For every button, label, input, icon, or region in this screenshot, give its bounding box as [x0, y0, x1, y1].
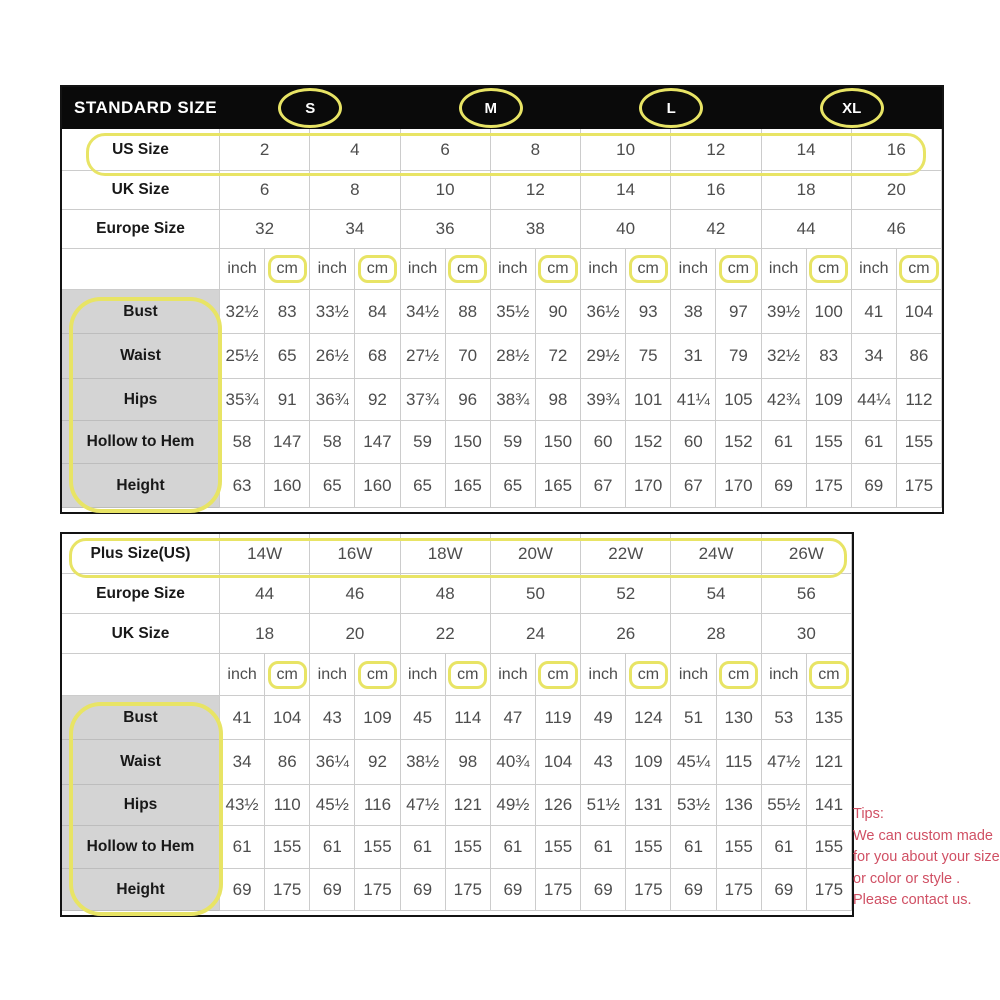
- size-value: 16: [671, 171, 761, 210]
- standard-size-title: STANDARD SIZE: [74, 98, 218, 117]
- size-value: 8: [310, 171, 400, 210]
- measurement-value: 75: [626, 334, 671, 379]
- size-value: 54: [671, 574, 761, 614]
- size-value: 12: [671, 129, 761, 171]
- size-value: 38: [491, 210, 581, 249]
- measurement-value: 175: [807, 464, 852, 508]
- unit-cm-cell: [446, 654, 491, 696]
- measurement-value: 121: [807, 740, 852, 785]
- unit-inch-cell: inch: [852, 249, 897, 290]
- size-value: 30: [762, 614, 852, 654]
- measurement-value: 110: [265, 785, 310, 826]
- cm-highlight: cm: [538, 661, 577, 689]
- measurement-value: 175: [446, 869, 491, 911]
- measurement-value: 34: [852, 334, 897, 379]
- measurement-value: 69: [762, 869, 807, 911]
- measurement-value: 160: [265, 464, 310, 508]
- measurement-value: 53: [762, 696, 807, 740]
- measurement-value: 49: [581, 696, 626, 740]
- unit-inch-cell: inch: [220, 249, 265, 290]
- measurement-value: 79: [716, 334, 761, 379]
- measurement-value: 41¼: [671, 379, 716, 421]
- unit-row-label: [62, 249, 220, 290]
- size-value: 32: [220, 210, 310, 249]
- measurement-value: 27½: [401, 334, 446, 379]
- unit-inch-cell: inch: [762, 654, 807, 696]
- size-value: 26: [581, 614, 671, 654]
- unit-cm-cell: [446, 249, 491, 290]
- size-value: 20: [852, 171, 942, 210]
- standard-size-grid: [62, 129, 942, 508]
- measurement-label: Waist: [62, 740, 220, 785]
- measurement-value: 109: [626, 740, 671, 785]
- measurement-value: 114: [446, 696, 491, 740]
- size-badge-zone: [401, 87, 582, 129]
- tips-note: [853, 804, 1000, 912]
- measurement-value: 136: [717, 785, 762, 826]
- cm-highlight: cm: [268, 661, 307, 689]
- measurement-value: 49½: [491, 785, 536, 826]
- measurement-value: 88: [446, 290, 491, 334]
- unit-inch-cell: inch: [491, 654, 536, 696]
- size-value: 18W: [401, 534, 491, 574]
- unit-cm-cell: [716, 249, 761, 290]
- measurement-value: 175: [355, 869, 400, 911]
- measurement-value: 33½: [310, 290, 355, 334]
- measurement-value: 175: [807, 869, 852, 911]
- size-value: 28: [671, 614, 761, 654]
- size-badge-zone: [220, 87, 401, 129]
- size-value: 6: [401, 129, 491, 171]
- cm-highlight: cm: [809, 661, 848, 689]
- measurement-value: 112: [897, 379, 942, 421]
- measurement-value: 61: [762, 421, 807, 464]
- measurement-value: 155: [265, 826, 310, 869]
- measurement-value: 98: [446, 740, 491, 785]
- measurement-value: 69: [310, 869, 355, 911]
- size-badge-l: L: [639, 88, 703, 128]
- measurement-value: 130: [717, 696, 762, 740]
- measurement-value: 26½: [310, 334, 355, 379]
- measurement-value: 38: [671, 290, 716, 334]
- size-value: 44: [220, 574, 310, 614]
- row-label: Plus Size(US): [62, 534, 220, 574]
- measurement-value: 51: [671, 696, 716, 740]
- size-value: 40: [581, 210, 671, 249]
- measurement-value: 67: [671, 464, 716, 508]
- plus-size-table: [60, 532, 854, 917]
- measurement-value: 165: [446, 464, 491, 508]
- measurement-label: Hips: [62, 785, 220, 826]
- unit-inch-cell: inch: [671, 249, 716, 290]
- size-badge-zone: [581, 87, 762, 129]
- size-value: 24W: [671, 534, 761, 574]
- row-label: Europe Size: [62, 574, 220, 614]
- measurement-value: 36½: [581, 290, 626, 334]
- tips-line: We can custom made: [853, 827, 993, 844]
- measurement-value: 152: [626, 421, 671, 464]
- measurement-value: 59: [401, 421, 446, 464]
- measurement-value: 155: [717, 826, 762, 869]
- measurement-value: 38¾: [491, 379, 536, 421]
- measurement-value: 45: [401, 696, 446, 740]
- measurement-value: 175: [626, 869, 671, 911]
- measurement-value: 90: [536, 290, 581, 334]
- measurement-value: 61: [220, 826, 265, 869]
- measurement-value: 45½: [310, 785, 355, 826]
- plus-size-grid: [62, 534, 852, 911]
- measurement-value: 69: [852, 464, 897, 508]
- size-value: 22W: [581, 534, 671, 574]
- measurement-value: 155: [536, 826, 581, 869]
- measurement-value: 43: [310, 696, 355, 740]
- measurement-value: 60: [671, 421, 716, 464]
- row-label: UK Size: [62, 171, 220, 210]
- measurement-value: 29½: [581, 334, 626, 379]
- size-value: 48: [401, 574, 491, 614]
- measurement-value: 152: [716, 421, 761, 464]
- unit-inch-cell: inch: [762, 249, 807, 290]
- size-value: 6: [220, 171, 310, 210]
- unit-inch-cell: inch: [401, 249, 446, 290]
- measurement-value: 84: [355, 290, 400, 334]
- measurement-value: 34: [220, 740, 265, 785]
- size-value: 16: [852, 129, 942, 171]
- measurement-value: 59: [491, 421, 536, 464]
- measurement-value: 32½: [220, 290, 265, 334]
- cm-highlight: cm: [538, 255, 577, 283]
- unit-cm-cell: [807, 654, 852, 696]
- measurement-value: 104: [265, 696, 310, 740]
- measurement-value: 104: [536, 740, 581, 785]
- measurement-value: 61: [762, 826, 807, 869]
- measurement-value: 104: [897, 290, 942, 334]
- measurement-value: 121: [446, 785, 491, 826]
- measurement-value: 61: [310, 826, 355, 869]
- size-value: 42: [671, 210, 761, 249]
- measurement-value: 67: [581, 464, 626, 508]
- measurement-value: 47½: [401, 785, 446, 826]
- measurement-label: Bust: [62, 290, 220, 334]
- cm-highlight: cm: [358, 255, 397, 283]
- size-value: 10: [581, 129, 671, 171]
- unit-inch-cell: inch: [401, 654, 446, 696]
- cm-highlight: cm: [719, 661, 758, 689]
- measurement-value: 60: [581, 421, 626, 464]
- measurement-value: 65: [401, 464, 446, 508]
- measurement-value: 150: [446, 421, 491, 464]
- measurement-value: 55½: [762, 785, 807, 826]
- measurement-value: 43½: [220, 785, 265, 826]
- unit-inch-cell: inch: [310, 249, 355, 290]
- unit-inch-cell: inch: [491, 249, 536, 290]
- measurement-value: 31: [671, 334, 716, 379]
- size-value: 12: [491, 171, 581, 210]
- size-value: 2: [220, 129, 310, 171]
- measurement-value: 44¼: [852, 379, 897, 421]
- tips-title: Tips:: [853, 806, 884, 822]
- unit-cm-cell: [717, 654, 762, 696]
- measurement-value: 126: [536, 785, 581, 826]
- measurement-value: 69: [762, 464, 807, 508]
- size-value: 18: [220, 614, 310, 654]
- measurement-value: 93: [626, 290, 671, 334]
- measurement-value: 69: [491, 869, 536, 911]
- measurement-value: 47: [491, 696, 536, 740]
- measurement-value: 38½: [401, 740, 446, 785]
- measurement-value: 131: [626, 785, 671, 826]
- measurement-value: 36¼: [310, 740, 355, 785]
- size-value: 20W: [491, 534, 581, 574]
- measurement-value: 69: [401, 869, 446, 911]
- measurement-value: 97: [716, 290, 761, 334]
- measurement-value: 92: [355, 740, 400, 785]
- unit-cm-cell: [807, 249, 852, 290]
- size-value: 4: [310, 129, 400, 171]
- measurement-value: 39½: [762, 290, 807, 334]
- size-value: 20: [310, 614, 400, 654]
- measurement-value: 86: [897, 334, 942, 379]
- size-value: 44: [762, 210, 852, 249]
- measurement-value: 147: [355, 421, 400, 464]
- measurement-value: 47½: [762, 740, 807, 785]
- measurement-value: 63: [220, 464, 265, 508]
- unit-cm-cell: [897, 249, 942, 290]
- measurement-value: 98: [536, 379, 581, 421]
- measurement-label: Bust: [62, 696, 220, 740]
- measurement-value: 42¾: [762, 379, 807, 421]
- measurement-value: 83: [265, 290, 310, 334]
- measurement-label: Hips: [62, 379, 220, 421]
- tips-line: for you about your size: [853, 849, 1000, 865]
- measurement-value: 155: [626, 826, 671, 869]
- measurement-value: 150: [536, 421, 581, 464]
- size-value: 16W: [310, 534, 400, 574]
- measurement-value: 100: [807, 290, 852, 334]
- measurement-value: 53½: [671, 785, 716, 826]
- cm-highlight: cm: [448, 661, 487, 689]
- measurement-value: 25½: [220, 334, 265, 379]
- measurement-value: 175: [536, 869, 581, 911]
- measurement-value: 58: [310, 421, 355, 464]
- size-value: 50: [491, 574, 581, 614]
- size-value: 52: [581, 574, 671, 614]
- size-badges: [220, 87, 942, 129]
- unit-cm-cell: [355, 249, 400, 290]
- size-value: 24: [491, 614, 581, 654]
- measurement-value: 92: [355, 379, 400, 421]
- tips-line: Please contact us.: [853, 892, 972, 908]
- measurement-value: 155: [807, 421, 852, 464]
- measurement-value: 43: [581, 740, 626, 785]
- size-value: 22: [401, 614, 491, 654]
- measurement-value: 37¾: [401, 379, 446, 421]
- size-value: 8: [491, 129, 581, 171]
- row-label: UK Size: [62, 614, 220, 654]
- measurement-value: 68: [355, 334, 400, 379]
- size-value: 36: [401, 210, 491, 249]
- cm-highlight: cm: [629, 255, 668, 283]
- measurement-label: Height: [62, 869, 220, 911]
- measurement-value: 165: [536, 464, 581, 508]
- size-value: 56: [762, 574, 852, 614]
- measurement-value: 34½: [401, 290, 446, 334]
- measurement-label: Hollow to Hem: [62, 421, 220, 464]
- size-value: 14W: [220, 534, 310, 574]
- measurement-value: 147: [265, 421, 310, 464]
- measurement-value: 51½: [581, 785, 626, 826]
- measurement-value: 175: [265, 869, 310, 911]
- unit-cm-cell: [265, 654, 310, 696]
- tips-line: or color or style .: [853, 870, 961, 887]
- measurement-value: 65: [310, 464, 355, 508]
- measurement-value: 116: [355, 785, 400, 826]
- measurement-value: 40¾: [491, 740, 536, 785]
- measurement-value: 61: [852, 421, 897, 464]
- measurement-value: 170: [716, 464, 761, 508]
- cm-highlight: cm: [629, 661, 668, 689]
- measurement-value: 155: [807, 826, 852, 869]
- measurement-value: 45¼: [671, 740, 716, 785]
- measurement-value: 32½: [762, 334, 807, 379]
- measurement-value: 86: [265, 740, 310, 785]
- cm-highlight: cm: [809, 255, 848, 283]
- measurement-value: 35¾: [220, 379, 265, 421]
- measurement-value: 69: [581, 869, 626, 911]
- measurement-value: 109: [807, 379, 852, 421]
- measurement-value: 58: [220, 421, 265, 464]
- unit-inch-cell: inch: [671, 654, 716, 696]
- measurement-value: 72: [536, 334, 581, 379]
- measurement-value: 101: [626, 379, 671, 421]
- standard-size-table: [60, 85, 944, 514]
- measurement-value: 155: [446, 826, 491, 869]
- measurement-value: 141: [807, 785, 852, 826]
- measurement-value: 109: [355, 696, 400, 740]
- measurement-value: 170: [626, 464, 671, 508]
- unit-cm-cell: [536, 654, 581, 696]
- size-value: 18: [762, 171, 852, 210]
- measurement-value: 61: [401, 826, 446, 869]
- measurement-value: 155: [355, 826, 400, 869]
- cm-highlight: cm: [448, 255, 487, 283]
- measurement-value: 61: [671, 826, 716, 869]
- unit-inch-cell: inch: [220, 654, 265, 696]
- measurement-value: 41: [852, 290, 897, 334]
- measurement-value: 175: [897, 464, 942, 508]
- cm-highlight: cm: [899, 255, 938, 283]
- measurement-value: 115: [717, 740, 762, 785]
- measurement-value: 160: [355, 464, 400, 508]
- measurement-value: 65: [491, 464, 536, 508]
- size-value: 14: [762, 129, 852, 171]
- measurement-value: 119: [536, 696, 581, 740]
- measurement-value: 61: [581, 826, 626, 869]
- measurement-value: 41: [220, 696, 265, 740]
- unit-cm-cell: [265, 249, 310, 290]
- size-value: 10: [401, 171, 491, 210]
- measurement-value: 61: [491, 826, 536, 869]
- measurement-value: 65: [265, 334, 310, 379]
- measurement-value: 69: [220, 869, 265, 911]
- unit-inch-cell: inch: [581, 249, 626, 290]
- size-badge-xl: XL: [820, 88, 884, 128]
- measurement-value: 135: [807, 696, 852, 740]
- measurement-value: 105: [716, 379, 761, 421]
- size-value: 46: [852, 210, 942, 249]
- measurement-value: 70: [446, 334, 491, 379]
- unit-cm-cell: [355, 654, 400, 696]
- unit-cm-cell: [536, 249, 581, 290]
- cm-highlight: cm: [358, 661, 397, 689]
- measurement-value: 91: [265, 379, 310, 421]
- unit-inch-cell: inch: [581, 654, 626, 696]
- measurement-value: 83: [807, 334, 852, 379]
- standard-size-header: [62, 87, 942, 129]
- size-value: 26W: [762, 534, 852, 574]
- unit-cm-cell: [626, 654, 671, 696]
- measurement-label: Waist: [62, 334, 220, 379]
- measurement-value: 35½: [491, 290, 536, 334]
- size-badge-s: S: [278, 88, 342, 128]
- size-value: 34: [310, 210, 400, 249]
- measurement-value: 28½: [491, 334, 536, 379]
- measurement-label: Height: [62, 464, 220, 508]
- unit-row-label: [62, 654, 220, 696]
- measurement-value: 69: [671, 869, 716, 911]
- measurement-value: 155: [897, 421, 942, 464]
- cm-highlight: cm: [268, 255, 307, 283]
- row-label: Europe Size: [62, 210, 220, 249]
- size-value: 46: [310, 574, 400, 614]
- cm-highlight: cm: [719, 255, 758, 283]
- size-badge-m: M: [459, 88, 523, 128]
- measurement-value: 175: [717, 869, 762, 911]
- measurement-label: Hollow to Hem: [62, 826, 220, 869]
- row-label: US Size: [62, 129, 220, 171]
- size-badge-zone: [762, 87, 943, 129]
- measurement-value: 124: [626, 696, 671, 740]
- measurement-value: 39¾: [581, 379, 626, 421]
- unit-cm-cell: [626, 249, 671, 290]
- measurement-value: 36¾: [310, 379, 355, 421]
- unit-inch-cell: inch: [310, 654, 355, 696]
- measurement-value: 96: [446, 379, 491, 421]
- size-value: 14: [581, 171, 671, 210]
